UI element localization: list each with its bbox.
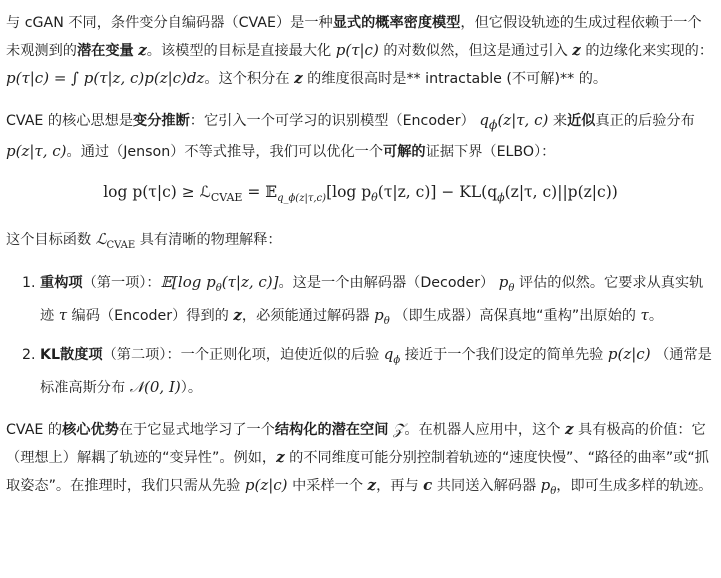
text: 的对数似然，但这是通过引入 xyxy=(383,43,568,59)
math-z: z xyxy=(138,41,147,59)
text: 证据下界（ELBO）： xyxy=(425,144,556,160)
list-item-kl xyxy=(40,341,715,402)
math-z: z xyxy=(276,448,285,466)
math-p-theta: $p_\theta$ xyxy=(498,273,515,294)
bold-text: 重构项 xyxy=(40,275,83,291)
math-p-tau-c: p(τ|c) xyxy=(335,41,379,59)
bold-text: 可解的 xyxy=(383,144,426,160)
text: ，必须能通过解码器 xyxy=(241,308,370,324)
text: ，即可生成多样的轨迹。 xyxy=(556,478,713,494)
text: 共同送入解码器 xyxy=(436,478,537,494)
math-q-phi: $q_\phi$ xyxy=(383,345,401,366)
text: （第一项）： xyxy=(82,275,161,291)
bold-text: 潜在变量 xyxy=(76,43,134,59)
text: ：它引入一个可学习的识别模型（Encoder） xyxy=(189,113,475,129)
text: 。通过（Jenson）不等式推导，我们可以优化一个 xyxy=(66,144,384,160)
text: 来 xyxy=(552,113,568,129)
math-prior: p(z|c) xyxy=(244,476,288,494)
bold-text: 结构化的潜在空间 xyxy=(274,422,389,438)
text: 。 xyxy=(648,308,664,324)
bold-text: 核心优势 xyxy=(62,422,119,438)
text: 评估的似然。它要求从真实轨迹 xyxy=(40,275,704,324)
math-z: z xyxy=(233,306,242,324)
math-prior: p(z|c) xyxy=(607,345,651,363)
text: 。这是一个由解码器（Decoder） xyxy=(278,275,495,291)
list-item-reconstruction xyxy=(40,269,715,335)
math-posterior: p(z|τ, c) xyxy=(6,142,67,160)
math-p-theta: $p_\theta$ xyxy=(540,476,557,497)
math-tau: τ xyxy=(640,306,649,324)
elbo-equation: log p(τ|c) ≥ ℒ$_{CVAE}$ = 𝔼$_{q\_\phi(z|\tau,c)}$[log $p_\theta(\tau|z$, $c)] - KL(q_\phi(z|\tau$, c)||p(z|c)) xyxy=(103,183,618,205)
text: 的不同维度可能分别控制着轨迹的“速度快慢”、“路径的曲率”或“抓取姿态”。在推理时，我们只需从先验 xyxy=(6,450,709,494)
bold-text: 近似 xyxy=(567,113,596,129)
text: ，再与 xyxy=(376,478,419,494)
text: 具有清晰的物理解释： xyxy=(139,232,282,248)
math-z: z xyxy=(564,420,574,438)
text: 真正的后验分布 xyxy=(595,113,695,129)
text: 。该模型的目标是直接最大化 xyxy=(146,43,332,59)
text: 具有极高的价值：它（理想上）解耦了轨迹的“变异性”。例如， xyxy=(6,422,706,466)
text: （通常是标准高斯分布 xyxy=(40,347,712,396)
bold-text: 变分推断 xyxy=(133,113,190,129)
text: ，但它假设轨迹的生成过程依赖于一个未观测到的 xyxy=(6,15,702,59)
bold-text: 显式的概率密度模型 xyxy=(332,15,461,31)
math-tau: τ xyxy=(58,306,68,324)
text: 中采样一个 xyxy=(292,478,364,494)
objective-terms-list xyxy=(6,269,715,402)
math-q-phi: $q_\phi(z|\tau$, c) xyxy=(479,111,549,132)
math-z: z xyxy=(367,476,377,494)
math-recon: 𝔼[log $p_\theta(\tau|z$, c)] xyxy=(160,273,279,294)
math-z: z xyxy=(294,69,303,87)
text: 的边缘化来实现的： xyxy=(585,43,714,59)
text: CVAE 的 xyxy=(6,422,63,438)
text: 与 cGAN 不同，条件变分自编码器（CVAE）是一种 xyxy=(6,15,333,31)
math-marginal: p(τ|c) = ∫ p(τ|z, c)p(z|c)dz xyxy=(6,69,205,87)
text: 这个目标函数 xyxy=(6,232,92,248)
text: 接近于一个我们设定的简单先验 xyxy=(404,347,604,363)
math-gaussian: 𝒩(0, I) xyxy=(129,378,181,396)
text: ）。 xyxy=(180,380,203,396)
math-p-theta: $p_\theta$ xyxy=(374,306,390,327)
math-c: c xyxy=(423,476,433,494)
paragraph-variational xyxy=(6,107,715,166)
paragraph-advantage xyxy=(6,416,715,505)
text: 的维度很高时是** intractable (不可解)** 的。 xyxy=(307,71,608,87)
math-latent-space: 𝒵 xyxy=(392,420,405,438)
text: （第二项）：一个正则化项，迫使近似的后验 xyxy=(102,347,380,363)
math-L-cvae: ℒ$_{CVAE}$ xyxy=(95,230,136,251)
text: 。在机器人应用中，这个 xyxy=(404,422,561,438)
text: 。这个积分在 xyxy=(204,71,290,87)
math-z: z xyxy=(572,41,581,59)
paragraph-objective xyxy=(6,226,715,259)
text: 在于它显式地学习了一个 xyxy=(118,422,275,438)
paragraph-intro xyxy=(6,10,715,93)
bold-text: KL散度项 xyxy=(40,347,103,363)
text: （即生成器）高保真地“重构”出原始的 xyxy=(394,308,636,324)
text: CVAE 的核心思想是 xyxy=(6,113,134,129)
text: 编码（Encoder）得到的 xyxy=(71,308,229,324)
